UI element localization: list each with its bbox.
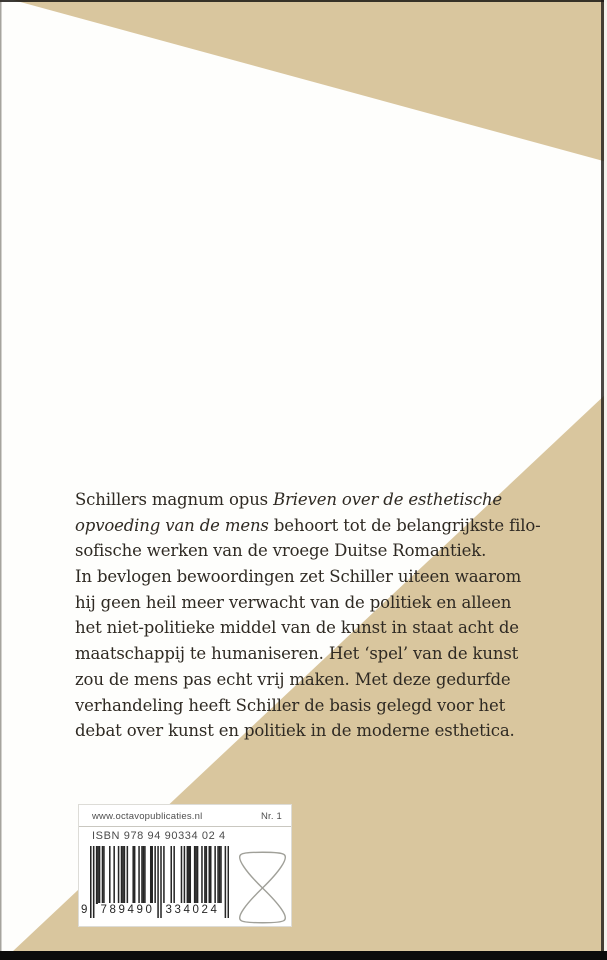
body-text-line: Schillers magnum opus Brieven over de esthetische: [75, 490, 503, 509]
body-text-line: het niet-politieke middel van de kunst in staat acht de: [75, 618, 519, 638]
body-text-line: sofische werken van de vroege Duitse Romantiek.: [75, 541, 487, 561]
body-text-line: maatschappij te humaniseren. Het ‘spel’ van de kunst: [75, 644, 519, 664]
body-text: [75, 487, 541, 744]
panel-divider: [79, 826, 291, 827]
left-frame-line: [0, 0, 2, 951]
body-text-line: hij geen heil meer verwacht van de politiek en alleen: [75, 592, 512, 612]
bottom-black-bar: [0, 951, 607, 960]
body-text-line: zou de mens pas echt vrij maken. Met deze gedurfde: [75, 669, 511, 689]
barcode-digit-group2: 334024: [163, 903, 222, 917]
top-sand-wedge: [13, 0, 607, 162]
publisher-website: www.octavopublicaties.nl: [92, 811, 203, 822]
body-text-line: In bevlogen bewoordingen zet Schiller uiteen waarom: [75, 567, 522, 587]
body-text-line: debat over kunst en politiek in de moderne esthetica.: [75, 721, 515, 741]
barcode-digit-group1: 789490: [98, 903, 157, 917]
barcode-panel: [78, 804, 292, 927]
top-frame-line: [0, 0, 607, 2]
right-frame-line: [601, 0, 604, 951]
series-number: Nr. 1: [260, 811, 282, 822]
panel-header: [92, 811, 282, 822]
barcode-digit-lead: 9: [81, 904, 88, 916]
body-text-line: verhandeling heeft Schiller de basis gelegd voor het: [75, 695, 506, 715]
octavo-figure8-logo-icon: [233, 848, 292, 927]
barcode-digits: [79, 903, 231, 917]
body-text-line: opvoeding van de mens behoort tot de belangrijkste filo-: [75, 515, 541, 535]
isbn-text: ISBN 978 94 90334 02 4: [92, 830, 226, 842]
